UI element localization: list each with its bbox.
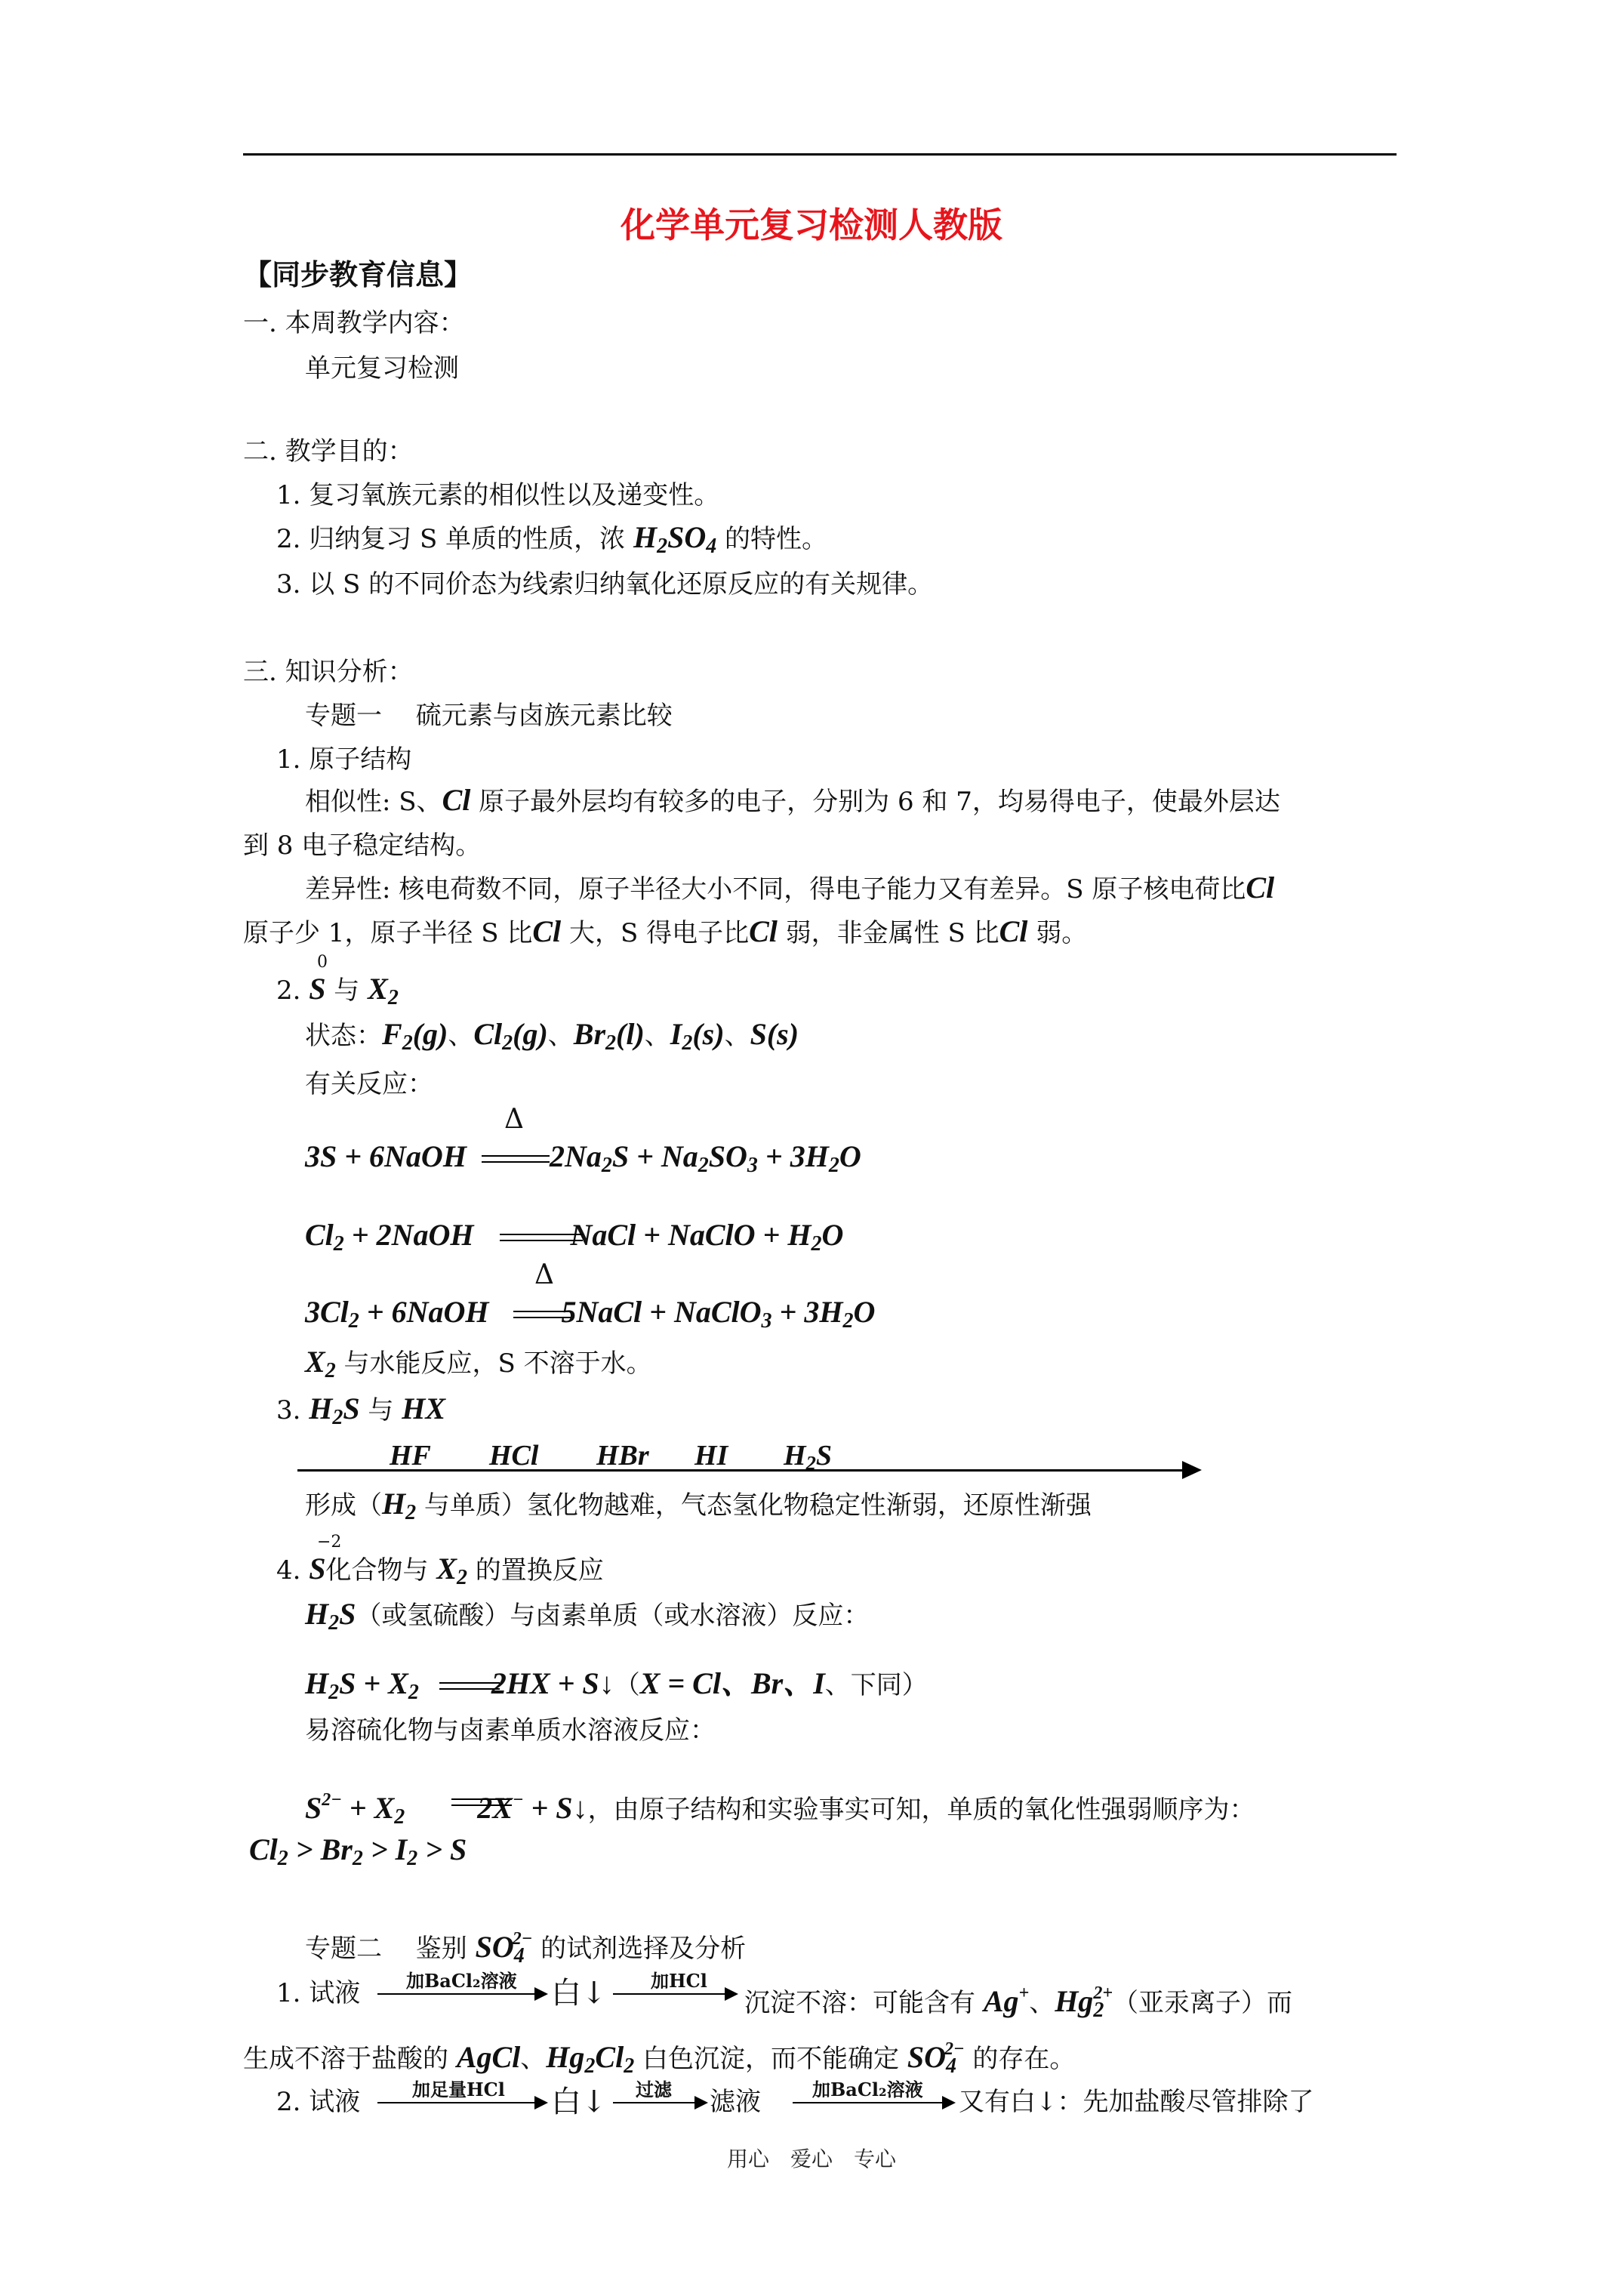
t2-item2-reagent3: 加BaCl₂溶液 [812,2079,923,2100]
sec2-item2: 2. 归纳复习 S 单质的性质，浓 $H_2SO_4$ 的特性。 [276,520,828,558]
t2-item2-arrow2 [613,2102,696,2103]
p4-line1: $H_2S$（或氢硫酸）与卤素单质（或水溶液）反应： [305,1597,870,1635]
t2-item2-arrow1-head [534,2096,548,2110]
equation-3-equals [513,1311,571,1318]
sec2-heading: 二. 教学目的： [243,436,414,467]
t2-item1-arrow1 [377,1993,536,1995]
p3-note: 形成（$H_2$ 与单质）氢化物越难，气态氢化物稳定性渐弱，还原性渐强 [305,1487,1092,1524]
oxidation-state-zero: 0 [317,953,328,972]
page-footer: 用心 爱心 专心 [726,2147,896,2171]
t2-item1-arrow1-head [534,1987,548,2001]
t2-item2-arrow3-head [942,2096,956,2110]
p1-similarity: 相似性: S、Cl 原子最外层均有较多的电子，分别为 6 和 7，均易得电子，使最外层达 [305,783,1280,817]
p4-line2: 易溶硫化物与卤素单质水溶液反应： [305,1715,716,1746]
p1-difference-cont: 原子少 1，原子半径 S 比Cl 大，S 得电子比Cl 弱，非金属性 S 比Cl 弱。 [243,914,1088,948]
heat-symbol: Δ [504,1104,524,1135]
p1-difference: 差异性: 核电荷数不同，原子半径大小不同，得电子能力又有差异。S 原子核电荷比Cl [305,871,1275,905]
t2-item1-reagent2: 加HCl [651,1970,707,1992]
p2-reactions-label: 有关反应： [305,1069,433,1099]
series-hbr: HBr [596,1440,649,1472]
p2-state: 状态：$F_2(g)$、$Cl_2(g)$、$Br_2(l)$、$I_2(s)$、S(s) [305,1017,799,1055]
sec2-item3: 3. 以 S 的不同价态为线索归纳氧化还原反应的有关规律。 [276,569,934,599]
t2-item2-reagent1: 加足量HCl [412,2079,505,2100]
equation-2: $Cl_2$ + 2NaOH NaCl + NaClO + $H_2O$ [305,1218,844,1256]
t2-item1-reagent1: 加BaCl₂溶液 [406,1970,517,1992]
t2-item1-arrow2-head [725,1987,738,2001]
equation-1-equals [482,1155,550,1163]
topic2-title: 专题二 鉴别 $SO_4^{2-}$ 的试剂选择及分析 [305,1929,747,1968]
equation-4-equals [439,1682,500,1690]
equation-3: $3Cl_2$ + 6NaOH 5NaCl + NaClO$_3$ + $3H_2O$ [305,1295,876,1333]
t2-item1: 1. 试液 [276,1978,361,2008]
sec2-item1: 1. 复习氧族元素的相似性以及递变性。 [276,480,720,510]
t2-item2-filtrate: 滤液 [710,2087,761,2117]
t2-item2-arrow2-head [694,2096,708,2110]
t2-item1-cont: 生成不溶于盐酸的 AgCl、$Hg_2Cl_2$ 白色沉淀，而不能确定 $SO_4^{2-}$ 的存在。 [243,2039,1076,2078]
equation-5: $S^{2-} + X_2$ 2X− + S↓，由原子结构和实验事实可知，单质的氧化性强弱顺序为： [305,1790,1255,1829]
t2-item2: 2. 试液 [276,2087,361,2117]
equation-5-equals [451,1798,512,1806]
p2-note: $X_2$ 与水能反应，S 不溶于水。 [305,1345,652,1382]
series-hf: HF [390,1440,431,1472]
t2-item2-arrow1 [377,2102,536,2103]
t2-item1-white: 白↓ [551,1976,607,2011]
series-hi: HI [694,1440,728,1472]
p1-similarity-cont: 到 8 电子稳定结构。 [243,831,482,861]
p2-title: 2. S 与 $X_2$ [276,972,399,1009]
sec1-content: 单元复习检测 [305,353,459,384]
t2-item1-arrow2 [613,1993,726,1995]
trend-arrow-head [1182,1461,1202,1479]
p1-title: 1. 原子结构 [276,744,412,775]
series-h2s: $H_2S$ [784,1440,832,1475]
p4-title: 4. S化合物与 $X_2$ 的置换反应 [276,1552,604,1589]
t2-item2-reagent2: 过滤 [636,2079,672,2100]
p3-title: 3. $H_2S$ 与 HX [276,1391,446,1429]
trend-arrow-line [297,1469,1185,1472]
document-title: 化学单元复习检测人教版 [621,205,1002,245]
header-rule [243,153,1397,156]
equation-2-equals [500,1234,583,1241]
equation-4: $H_2S + X_2$ 2HX + S↓（X = Cl、Br、I、下同） [305,1666,928,1704]
sec1-heading: 一. 本周教学内容： [243,308,465,338]
t2-item1-text: 沉淀不溶：可能含有 Ag+、$Hg_2^{2+}$（亚汞离子）而 [744,1983,1292,2022]
oxidation-state-minus2: −2 [317,1533,342,1552]
series-hcl: HCl [489,1440,539,1472]
t2-item2-arrow3 [793,2102,944,2103]
heat-symbol-2: Δ [534,1259,554,1290]
oxidizing-order: $Cl_2 > Br_2 > I_2 > S$ [249,1832,467,1870]
t2-item2-text: 又有白↓：先加盐酸尽管排除了 [959,2087,1314,2117]
section-header: 【同步教育信息】 [243,257,473,291]
sec3-heading: 三. 知识分析： [243,657,414,687]
equation-1: 3S + 6NaOH $2Na_2S + Na_2SO_3 + 3H_2O$ [305,1139,861,1177]
t2-item2-white: 白↓ [551,2085,607,2119]
topic1-title: 专题一 硫元素与卤族元素比较 [305,701,673,731]
